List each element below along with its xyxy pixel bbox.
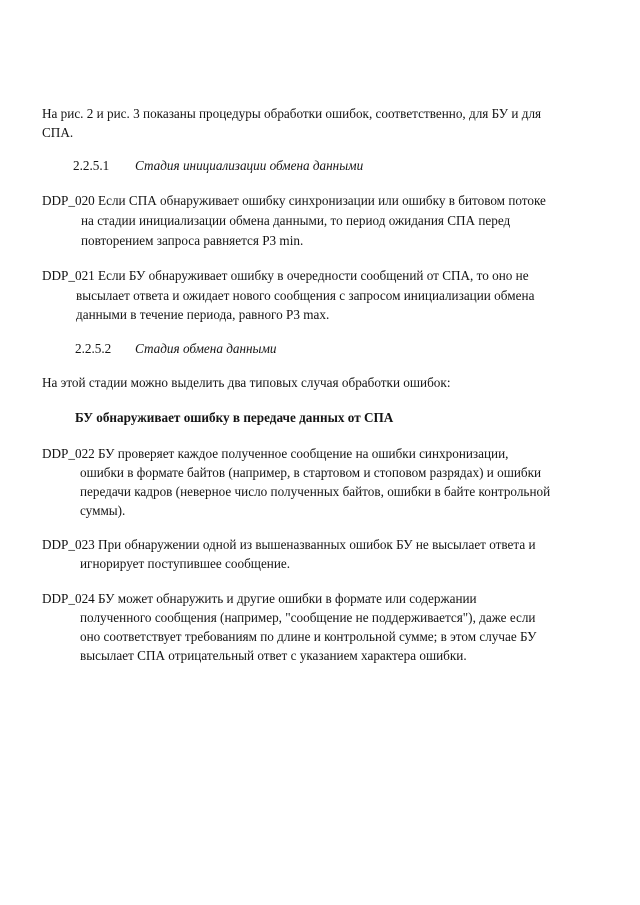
ddp-022-line-1: DDP_022 БУ проверяет каждое полученное сообщение на ошибки синхронизации,: [42, 446, 509, 461]
ddp-024-line-2: полученного сообщения (например, "сообщение не поддерживается"), даже если: [80, 610, 536, 625]
intro-line-1: На рис. 2 и рис. 3 показаны процедуры обработки ошибок, соответственно, для БУ и для: [42, 106, 542, 121]
ddp-022-line-3: передачи кадров (неверное число полученных байтов, ошибки в байте контрольной: [80, 484, 551, 499]
ddp-021-line-3: данными в течение периода, равного P3 max.: [76, 307, 330, 322]
ddp-020-line-2: на стадии инициализации обмена данными, то период ожидания СПА перед: [81, 213, 511, 228]
ddp-023-line-1: DDP_023 При обнаружении одной из вышеназванных ошибок БУ не высылает ответа и: [42, 537, 536, 552]
ddp-022-line-2: ошибки в формате байтов (например, в стартовом и стоповом разрядах) и ошибки: [80, 465, 542, 480]
ddp-024-line-1: DDP_024 БУ может обнаружить и другие ошибки в формате или содержании: [42, 591, 477, 606]
section-2252-number: 2.2.5.2: [75, 341, 112, 356]
section-2252-title: Стадия обмена данными: [135, 341, 277, 356]
section-2251-heading: [73, 158, 363, 174]
error-case-heading: БУ обнаруживает ошибку в передаче данных от СПА: [75, 410, 394, 425]
intro-line-2: СПА.: [42, 125, 74, 140]
ddp-021-line-2: высылает ответа и ожидает нового сообщения с запросом инициализации обмена: [76, 288, 535, 303]
ddp-024-line-3: оно соответствует требованиям по длине и контрольной сумме; в этом случае БУ: [80, 629, 537, 644]
ddp-021-line-1: DDP_021 Если БУ обнаруживает ошибку в очередности сообщений от СПА, то оно не: [42, 268, 529, 283]
section-2251-title: Стадия инициализации обмена данными: [135, 158, 364, 173]
ddp-023-line-2: игнорирует поступившее сообщение.: [80, 556, 291, 571]
ddp-024-line-4: высылает СПА отрицательный ответ с указанием характера ошибки.: [80, 648, 467, 663]
section-2252-heading: [75, 341, 277, 357]
ddp-020-line-1: DDP_020 Если СПА обнаруживает ошибку синхронизации или ошибку в битовом потоке: [42, 193, 546, 208]
ddp-020-line-3: повторением запроса равняется P3 min.: [81, 233, 304, 248]
ddp-022-line-4: суммы).: [80, 503, 126, 518]
stage-intro-text: На этой стадии можно выделить два типовых случая обработки ошибок:: [42, 375, 451, 390]
section-2251-number: 2.2.5.1: [73, 158, 110, 173]
